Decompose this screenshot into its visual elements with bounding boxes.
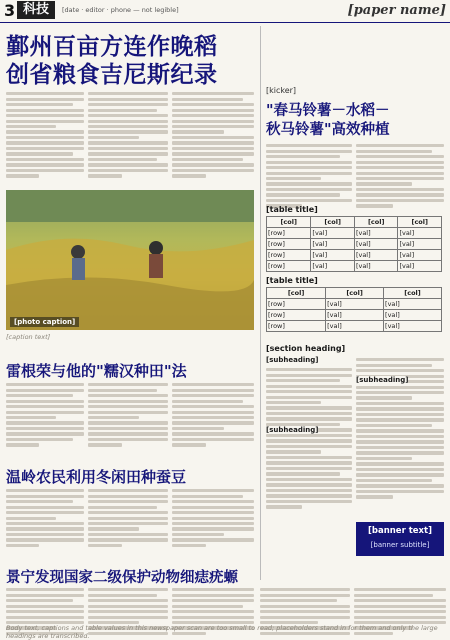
table-1-header: [col]	[354, 217, 398, 228]
table-cell: [val]	[326, 321, 384, 332]
section-label: 科技	[17, 1, 55, 19]
article-3-title: 温岭农民利用冬闲田种蚕豆	[6, 468, 187, 486]
table-cell: [val]	[384, 299, 442, 310]
table-1-header: [col]	[398, 217, 442, 228]
table-1	[266, 216, 442, 272]
table-cell: [val]	[311, 250, 355, 261]
sub-heading-3: [subheading]	[356, 376, 409, 384]
table-cell: [val]	[384, 310, 442, 321]
sub-heading-1: [subheading]	[266, 356, 319, 364]
table-cell: [val]	[398, 250, 442, 261]
table-cell: [row]	[267, 310, 326, 321]
article-3-col-1	[6, 487, 84, 549]
article-2-col-3	[172, 381, 254, 449]
right-headline-1: "春马铃薯－水稻－	[266, 102, 390, 119]
lead-body-col-3	[172, 90, 254, 180]
table-1-header: [col]	[267, 217, 311, 228]
section-heading: [section heading]	[266, 344, 346, 353]
paper-name: [paper name]	[347, 3, 446, 18]
table-cell: [val]	[311, 228, 355, 239]
table-cell: [val]	[384, 321, 442, 332]
article-2-col-1	[6, 381, 84, 449]
table-2-header: [col]	[267, 288, 326, 299]
table-row	[267, 239, 442, 250]
article-3-col-3	[172, 487, 254, 549]
table-row	[267, 261, 442, 272]
promo-banner-subtitle: [banner subtitle]	[370, 541, 430, 549]
right-intro-col-2	[356, 142, 444, 210]
table-cell: [row]	[267, 299, 326, 310]
photo-caption-text: [caption text]	[6, 333, 51, 341]
table-2-header-row	[267, 288, 442, 299]
table-2-title: [table title]	[266, 276, 318, 285]
table-cell: [val]	[326, 310, 384, 321]
table-1-header: [col]	[311, 217, 355, 228]
rice-field-photo	[6, 190, 254, 330]
table-cell: [val]	[398, 239, 442, 250]
table-cell: [row]	[267, 250, 311, 261]
table-cell: [val]	[326, 299, 384, 310]
table-cell: [val]	[398, 261, 442, 272]
table-cell: [row]	[267, 321, 326, 332]
table-1-title: [table title]	[266, 205, 318, 214]
table-1-header-row	[267, 217, 442, 228]
table-cell: [row]	[267, 239, 311, 250]
article-3-col-2	[88, 487, 168, 549]
masthead	[0, 0, 450, 23]
table-cell: [val]	[354, 261, 398, 272]
table-cell: [val]	[398, 228, 442, 239]
masthead-info: [date · editor · phone — not legible]	[62, 6, 179, 14]
table-2-header: [col]	[384, 288, 442, 299]
right-kicker: [kicker]	[266, 86, 297, 95]
lead-headline-1: 鄞州百亩方连作晚稻	[6, 33, 218, 60]
placeholder-notice: Body text, captions and table values in this newspaper scan are too small to read; placeholders stand in for them and only the large headings are transcribed.	[6, 624, 438, 640]
table-cell: [val]	[311, 261, 355, 272]
promo-banner-title: [banner text]	[368, 526, 432, 536]
right-intro-col-1	[266, 142, 352, 210]
table-row	[267, 321, 442, 332]
lead-body-col-1	[6, 90, 84, 180]
lead-headline-2: 创省粮食吉尼斯纪录	[6, 61, 218, 88]
table-cell: [row]	[267, 228, 311, 239]
photo-caption: [photo caption]	[10, 317, 79, 327]
table-cell: [val]	[354, 250, 398, 261]
article-4-title: 景宁发现国家二级保护动物细痣疣螈	[6, 569, 238, 586]
table-row	[267, 310, 442, 321]
table-cell: [val]	[354, 228, 398, 239]
table-cell: [val]	[354, 239, 398, 250]
promo-banner	[356, 522, 444, 556]
table-row	[267, 250, 442, 261]
article-2-title: 雷根荣与他的"糯汉种田"法	[6, 362, 187, 380]
table-2-header: [col]	[326, 288, 384, 299]
sub-heading-2: [subheading]	[266, 426, 319, 434]
right-body-col-1	[266, 366, 352, 511]
lead-body-col-2	[88, 90, 168, 180]
article-2-col-2	[88, 381, 168, 449]
right-headline-2: 秋马铃薯"高效种植	[266, 121, 390, 138]
rice-field-illustration	[6, 190, 254, 330]
page-number: 3	[4, 1, 16, 20]
table-cell: [row]	[267, 261, 311, 272]
table-row	[267, 299, 442, 310]
table-2	[266, 287, 442, 332]
table-cell: [val]	[311, 239, 355, 250]
table-row	[267, 228, 442, 239]
